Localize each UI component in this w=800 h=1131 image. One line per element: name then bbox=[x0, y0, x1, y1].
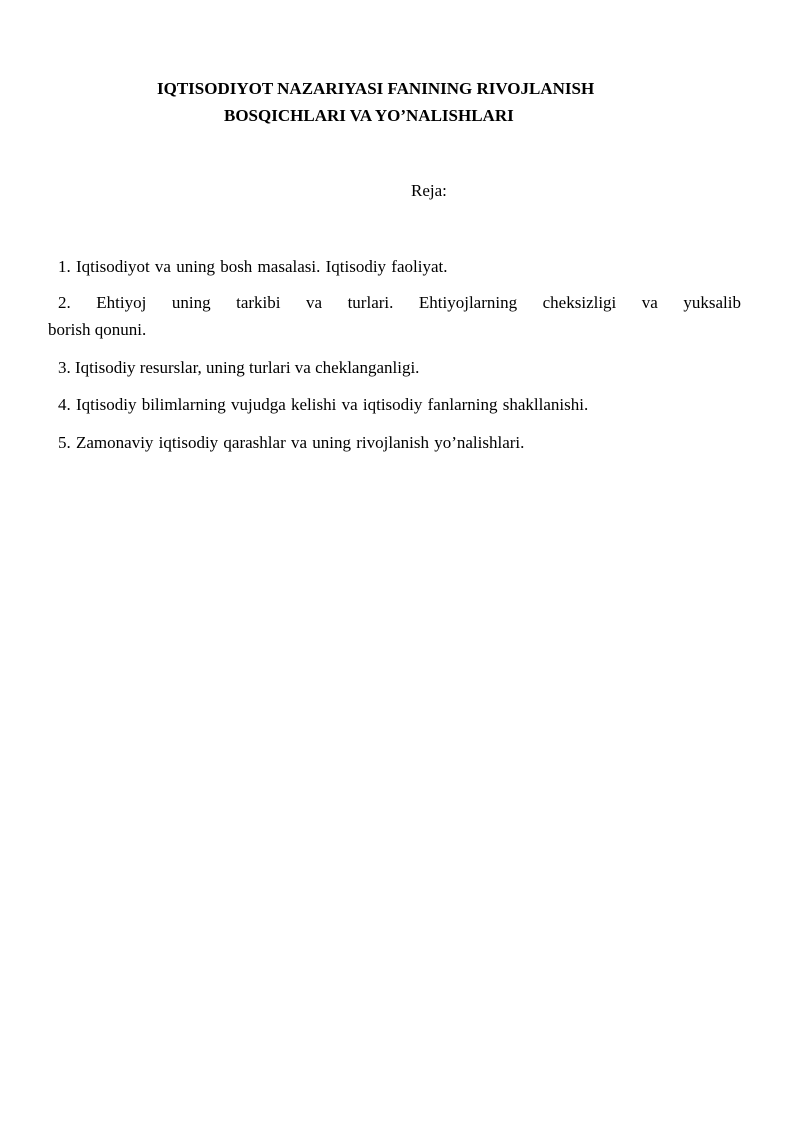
plan-item-3: 3. Iqtisodiy resurslar, uning turlari va cheklanganligi. bbox=[58, 358, 420, 377]
plan-item-2-line-1: 2. Ehtiyoj uning tarkibi va turlari. Ehtiyojlarning cheksizligi va yuksalib bbox=[58, 293, 741, 312]
document-title-line-2: BOSQICHLARI VA YO’NALISHLARI bbox=[224, 106, 514, 125]
plan-item-1: 1. Iqtisodiyot va uning bosh masalasi. Iqtisodiy faoliyat. bbox=[58, 257, 448, 276]
plan-item-2-line-2: borish qonuni. bbox=[48, 320, 147, 339]
plan-heading: Reja: bbox=[411, 181, 447, 200]
plan-item-5: 5. Zamonaviy iqtisodiy qarashlar va uning rivojlanish yo’nalishlari. bbox=[58, 433, 525, 452]
plan-item-4: 4. Iqtisodiy bilimlarning vujudga kelishi va iqtisodiy fanlarning shakllanishi. bbox=[58, 395, 589, 414]
document-title-line-1: IQTISODIYOT NAZARIYASI FANINING RIVOJLANISH bbox=[157, 79, 595, 98]
